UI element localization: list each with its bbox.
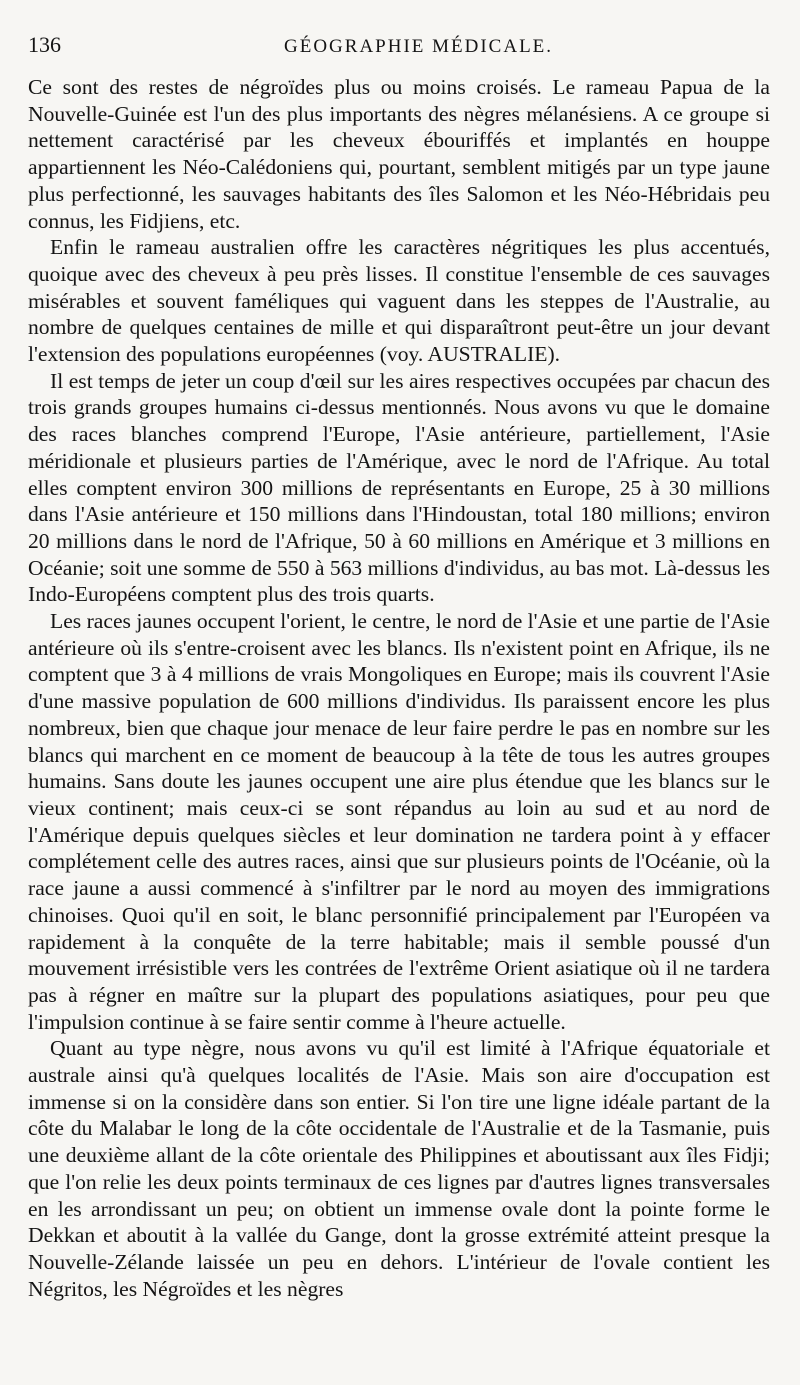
paragraph: Ce sont des restes de négroïdes plus ou moins croisés. Le rameau Papua de la Nouvelle-Guinée est l'un des plus importants des nègres mélanésiens. A ce groupe si nettement caractérisé par les cheveux ébouriffés et implantés en houppe appartiennent les Néo-Calédoniens qui, pourtant, semblent mitigés par un type jaune plus perfectionné, les sauvages habitants des îles Salomon et les Néo-Hébridais peu connus, les Fidjiens, etc. <box>28 75 770 233</box>
paragraph: Quant au type nègre, nous avons vu qu'il est limité à l'Afrique équatoriale et australe ainsi qu'à quelques localités de l'Asie. Mais son aire d'occupation est immense si on la considère dans son entier. Si l'on tire une ligne idéale partant de la côte du Malabar le long de la côte occidentale de l'Australie et de la Tasmanie, puis une deuxième allant de la côte orientale des Philippines et aboutissant aux îles Fidji; que l'on relie les deux points terminaux de ces lignes par d'autres lignes transversales en les arrondissant un peu; on obtient un immense ovale dont la pointe forme le Dekkan et aboutit à la vallée du Gange, dont la grosse extrémité atteint presque la Nouvelle-Zélande laissée un peu en dehors. L'intérieur de l'ovale contient les Négritos, les Négroïdes et les nègres <box>28 1036 770 1301</box>
running-title: GÉOGRAPHIE MÉDICALE. <box>284 36 554 57</box>
running-head <box>28 32 770 68</box>
page-number: 136 <box>28 32 61 57</box>
body-text <box>28 74 770 1302</box>
paragraph: Les races jaunes occupent l'orient, le centre, le nord de l'Asie et une partie de l'Asie antérieure où ils s'entre-croisent avec les blancs. Ils n'existent point en Afrique, ils ne comptent que 3 à 4 millions de vrais Mongoliques en Europe; mais ils couvrent l'Asie d'une massive population de 600 millions d'individus. Ils paraissent encore les plus nombreux, bien que chaque jour menace de leur faire perdre le pas en nombre sur les blancs qui marchent en ce moment de beaucoup à la tête de tous les autres groupes humains. Sans doute les jaunes occupent une aire plus étendue que les blancs sur le vieux continent; mais ceux-ci se sont répandus au loin au sud et au nord de l'Amérique depuis quelques siècles et leur domination ne tardera point à y effacer complétement celle des autres races, ainsi que sur plusieurs points de l'Océanie, où la race jaune a aussi commencé à s'infiltrer par le nord au moyen des immigrations chinoises. Quoi qu'il en soit, le blanc personnifié principalement par l'Européen va rapidement à la conquête de la terre habitable; mais il semble poussé d'un mouvement irrésistible vers les contrées de l'extrême Orient asiatique où il ne tardera pas à régner en maître sur la plupart des populations asiatiques, pour peu que l'impulsion continue à se faire sentir comme à l'heure actuelle. <box>28 609 770 1034</box>
paragraph: Il est temps de jeter un coup d'œil sur les aires respectives occupées par chacun des trois grands groupes humains ci-dessus mentionnés. Nous avons vu que le domaine des races blanches comprend l'Europe, l'Asie antérieure, partiellement, l'Asie méridionale et plusieurs parties de l'Amérique, avec le nord de l'Afrique. Au total elles comptent environ 300 millions de représentants en Europe, 25 à 30 millions dans l'Asie antérieure et 150 millions dans l'Hindoustan, total 180 millions; environ 20 millions dans le nord de l'Afrique, 50 à 60 millions en Amérique et 3 millions en Océanie; soit une somme de 550 à 563 millions d'individus, au bas mot. Là-dessus les Indo-Européens comptent plus des trois quarts. <box>28 368 770 607</box>
paragraph: Enfin le rameau australien offre les caractères négritiques les plus accentués, quoique avec des cheveux à peu près lisses. Il constitue l'ensemble de ces sauvages misérables et souvent faméliques qui vaguent dans les steppes de l'Australie, au nombre de quelques centaines de mille et qui disparaîtront peut-être un jour devant l'extension des populations européennes (voy. AUSTRALIE). <box>28 235 770 367</box>
